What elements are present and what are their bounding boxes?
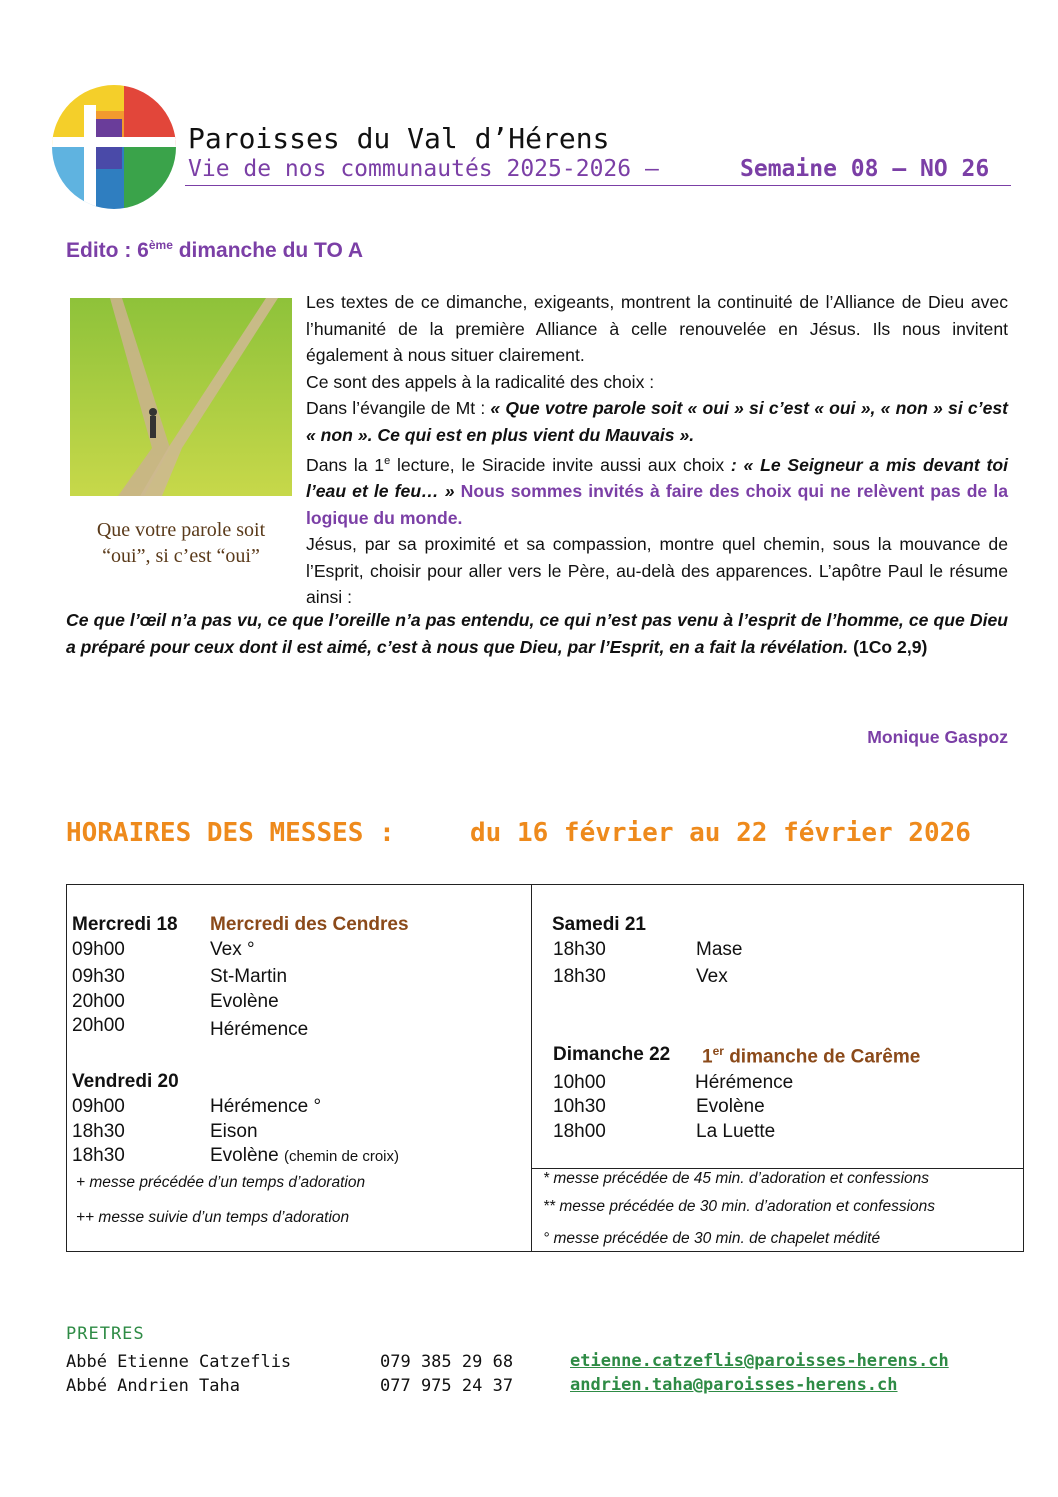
legend-note: ++ messe suivie d’un temps d’adoration [76,1209,350,1226]
priest-email-link[interactable]: andrien.taha@paroisses-herens.ch [570,1375,898,1395]
mass-times-dates: du 16 février au 22 février 2026 [470,818,971,848]
mass-place: Hérémence [210,1019,309,1040]
page-subtitle: Vie de nos communautés 2025-2026 – [188,156,659,182]
mass-time: 20h00 [72,1015,125,1036]
edito-paragraph-5: Jésus, par sa proximité et sa compassion, montre quel chemin, sous la mouvance de l’Esprit, choisir pour aller vers le Père, au-delà des apparences. L’apôtre Paul le résume ainsi : [306,534,1008,608]
day-saturday: Samedi 21 [552,914,646,935]
mass-time: 18h30 [553,939,606,960]
edito-body [306,289,1008,611]
mass-place: Evolène [210,991,279,1012]
mass-time: 09h00 [72,1096,125,1117]
table-notes-divider [531,1168,1024,1169]
mass-times-heading: HORAIRES DES MESSES : [66,818,395,848]
mass-place: Hérémence ° [210,1096,322,1117]
week-number: Semaine 08 – NO 26 [740,156,990,182]
image-caption-line2: “oui”, si c’est “oui” [102,545,260,567]
feast-sunday: 1er dimanche de Carême [702,1044,921,1068]
feast-wednesday: Mercredi des Cendres [210,914,409,935]
edito-paragraph-2: Ce sont des appels à la radicalité des choix : [306,371,655,392]
scripture-quote: Ce que l’œil n’a pas vu, ce que l’oreille n’a pas entendu, ce qui n’est pas venu à l’esprit de l’homme, ce que Dieu a préparé pour ceux dont il est aimé, c’est à nous que Dieu, par l’Esprit, en a fait la révélation. (1Co 2,9) [66,610,1008,657]
image-caption-line1: Que votre parole soit [96,519,266,541]
mass-place: St-Martin [210,966,288,987]
mass-time: 18h30 [72,1145,125,1166]
mass-time: 09h30 [72,966,125,987]
mass-place: Vex ° [210,939,255,960]
priest-email-link[interactable]: etienne.catzeflis@paroisses-herens.ch [570,1351,949,1371]
legend-note: ° messe précédée de 30 min. de chapelet médité [543,1230,881,1247]
mass-time: 18h30 [553,966,606,987]
parish-logo [52,85,176,209]
legend-note: * messe précédée de 45 min. d’adoration et confessions [543,1170,930,1187]
priest-name: Abbé Etienne Catzeflis [66,1352,292,1372]
legend-note: + messe précédée d’un temps d’adoration [76,1174,366,1191]
mass-place: La Luette [696,1121,776,1142]
day-friday: Vendredi 20 [72,1071,179,1092]
edito-paragraph-1: Les textes de ce dimanche, exigeants, montrent la continuité de l’Alliance de Dieu avec l’humanité de la première Alliance à celle renouvelée en Jésus. Ils nous invitent également à nous situer clairement. [306,292,1008,365]
mass-place: Hérémence [695,1072,794,1093]
priest-name: Abbé Andrien Taha [66,1376,240,1396]
mass-time: 20h00 [72,991,125,1012]
mass-place: Mase [696,939,743,960]
priest-phone[interactable]: 077 975 24 37 [380,1376,514,1396]
edito-signature: Monique Gaspoz [867,727,1008,747]
mass-time: 10h30 [553,1096,606,1117]
mass-time: 18h30 [72,1121,125,1142]
mass-time: 09h00 [72,939,125,960]
priests-heading: PRETRES [66,1324,145,1344]
header-divider [185,185,1011,186]
table-vertical-divider [531,884,532,1252]
day-sunday: Dimanche 22 [553,1044,671,1065]
mass-time: 18h00 [553,1121,606,1142]
crossroads-image [70,298,292,574]
legend-note: ** messe précédée de 30 min. d’adoration et confessions [543,1198,936,1215]
edito-paragraph-3: Dans l’évangile de Mt : « Que votre parole soit « oui » si c’est « oui », « non » si c’est « non ». Ce qui est en plus vient du Mauvais ». [306,398,1008,445]
edito-paragraph-4: Dans la 1e lecture, le Siracide invite aussi aux choix : « Le Seigneur a mis devant toi l’eau et le feu… » Nous sommes invités à faire des choix qui ne relèvent pas de la logique du monde. [306,454,1009,528]
mass-place: Evolène [696,1096,765,1117]
priest-phone[interactable]: 079 385 29 68 [380,1352,514,1372]
page-title: Paroisses du Val d’Hérens [188,122,610,155]
mass-place: Eison [210,1121,258,1142]
mass-time: 10h00 [553,1072,606,1093]
mass-place: Evolène (chemin de croix) [210,1145,399,1166]
day-wednesday: Mercredi 18 [72,914,178,935]
edito-title: Edito : 6ème dimanche du TO A [66,238,364,262]
mass-place: Vex [696,966,728,987]
